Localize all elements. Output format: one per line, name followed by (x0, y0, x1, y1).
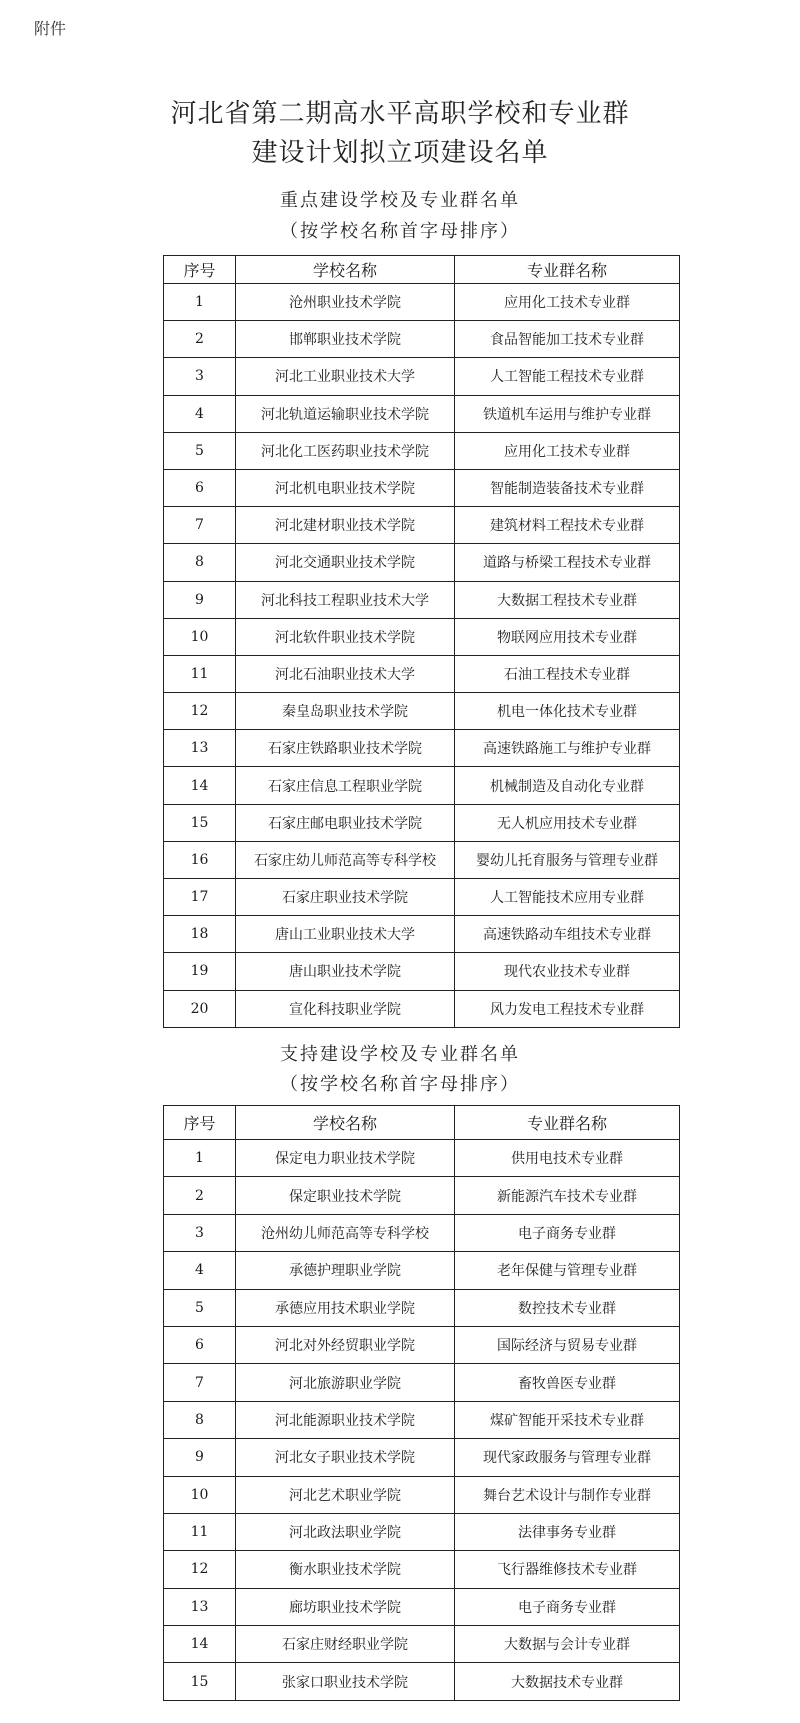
table-row (164, 395, 680, 432)
cell-index: 14 (164, 767, 236, 804)
table-row (164, 1252, 680, 1289)
cell-group-name: 应用化工技术专业群 (455, 432, 680, 469)
document-title-line1: 河北省第二期高水平高职学校和专业群 (170, 99, 630, 129)
cell-school-name: 河北政法职业学院 (236, 1513, 455, 1550)
cell-school-name: 河北能源职业技术学院 (236, 1401, 455, 1438)
column-header-index: 序号 (164, 256, 236, 284)
table-row (164, 432, 680, 469)
table-header-row (164, 256, 680, 284)
cell-index: 2 (164, 321, 236, 358)
cell-group-name: 大数据工程技术专业群 (455, 581, 680, 618)
cell-index: 13 (164, 730, 236, 767)
section2-heading: 支持建设学校及专业群名单 (280, 1044, 520, 1065)
cell-index: 1 (164, 284, 236, 321)
cell-school-name: 石家庄信息工程职业学院 (236, 767, 455, 804)
table-row (164, 655, 680, 692)
cell-index: 15 (164, 1663, 236, 1700)
cell-group-name: 现代家政服务与管理专业群 (455, 1439, 680, 1476)
table-row (164, 358, 680, 395)
cell-group-name: 电子商务专业群 (455, 1588, 680, 1625)
cell-school-name: 石家庄财经职业学院 (236, 1626, 455, 1663)
table-row (164, 916, 680, 953)
cell-index: 16 (164, 841, 236, 878)
table-row (164, 284, 680, 321)
cell-index: 12 (164, 1551, 236, 1588)
cell-index: 11 (164, 655, 236, 692)
cell-index: 6 (164, 1326, 236, 1363)
cell-index: 11 (164, 1513, 236, 1550)
cell-group-name: 石油工程技术专业群 (455, 655, 680, 692)
table-row (164, 544, 680, 581)
table-row (164, 581, 680, 618)
section1-subheading: （按学校名称首字母排序） (280, 221, 520, 242)
cell-school-name: 承德护理职业学院 (236, 1252, 455, 1289)
cell-index: 7 (164, 507, 236, 544)
section2-subheading: （按学校名称首字母排序） (280, 1074, 520, 1095)
cell-school-name: 河北对外经贸职业学院 (236, 1326, 455, 1363)
cell-index: 17 (164, 879, 236, 916)
cell-group-name: 供用电技术专业群 (455, 1140, 680, 1177)
table-row (164, 1663, 680, 1700)
document-title-line2: 建设计划拟立项建设名单 (251, 138, 549, 168)
table-row (164, 1626, 680, 1663)
cell-index: 3 (164, 1214, 236, 1251)
cell-school-name: 河北建材职业技术学院 (236, 507, 455, 544)
cell-group-name: 数控技术专业群 (455, 1289, 680, 1326)
column-header-index: 序号 (164, 1106, 236, 1140)
cell-index: 9 (164, 581, 236, 618)
cell-index: 7 (164, 1364, 236, 1401)
cell-school-name: 石家庄铁路职业技术学院 (236, 730, 455, 767)
cell-school-name: 石家庄职业技术学院 (236, 879, 455, 916)
cell-group-name: 大数据与会计专业群 (455, 1626, 680, 1663)
cell-group-name: 大数据技术专业群 (455, 1663, 680, 1700)
cell-school-name: 河北软件职业技术学院 (236, 618, 455, 655)
cell-school-name: 石家庄幼儿师范高等专科学校 (236, 841, 455, 878)
table-row (164, 767, 680, 804)
cell-group-name: 煤矿智能开采技术专业群 (455, 1401, 680, 1438)
cell-group-name: 婴幼儿托育服务与管理专业群 (455, 841, 680, 878)
cell-group-name: 飞行器维修技术专业群 (455, 1551, 680, 1588)
table-row (164, 1588, 680, 1625)
cell-group-name: 新能源汽车技术专业群 (455, 1177, 680, 1214)
cell-index: 8 (164, 1401, 236, 1438)
table-row (164, 1214, 680, 1251)
cell-school-name: 宣化科技职业学院 (236, 990, 455, 1027)
cell-index: 5 (164, 432, 236, 469)
cell-group-name: 风力发电工程技术专业群 (455, 990, 680, 1027)
cell-school-name: 河北科技工程职业技术大学 (236, 581, 455, 618)
table-header-row (164, 1106, 680, 1140)
table-row (164, 507, 680, 544)
cell-index: 2 (164, 1177, 236, 1214)
cell-school-name: 廊坊职业技术学院 (236, 1588, 455, 1625)
table-row (164, 841, 680, 878)
table-row (164, 469, 680, 506)
cell-index: 3 (164, 358, 236, 395)
cell-index: 14 (164, 1626, 236, 1663)
cell-group-name: 建筑材料工程技术专业群 (455, 507, 680, 544)
table-row (164, 321, 680, 358)
cell-group-name: 无人机应用技术专业群 (455, 804, 680, 841)
cell-school-name: 保定职业技术学院 (236, 1177, 455, 1214)
table-row (164, 953, 680, 990)
cell-index: 6 (164, 469, 236, 506)
cell-index: 5 (164, 1289, 236, 1326)
cell-school-name: 唐山工业职业技术大学 (236, 916, 455, 953)
cell-school-name: 唐山职业技术学院 (236, 953, 455, 990)
table-row (164, 730, 680, 767)
cell-index: 19 (164, 953, 236, 990)
cell-school-name: 河北工业职业技术大学 (236, 358, 455, 395)
cell-group-name: 人工智能技术应用专业群 (455, 879, 680, 916)
cell-group-name: 智能制造装备技术专业群 (455, 469, 680, 506)
table-row (164, 804, 680, 841)
cell-school-name: 秦皇岛职业技术学院 (236, 693, 455, 730)
cell-group-name: 铁道机车运用与维护专业群 (455, 395, 680, 432)
cell-group-name: 高速铁路动车组技术专业群 (455, 916, 680, 953)
cell-group-name: 机械制造及自动化专业群 (455, 767, 680, 804)
cell-group-name: 机电一体化技术专业群 (455, 693, 680, 730)
cell-group-name: 舞台艺术设计与制作专业群 (455, 1476, 680, 1513)
cell-index: 8 (164, 544, 236, 581)
column-header-school: 学校名称 (236, 256, 455, 284)
cell-group-name: 电子商务专业群 (455, 1214, 680, 1251)
key-schools-table (163, 255, 680, 1028)
cell-group-name: 现代农业技术专业群 (455, 953, 680, 990)
table-row (164, 693, 680, 730)
table-row (164, 1289, 680, 1326)
table-row (164, 618, 680, 655)
cell-school-name: 邯郸职业技术学院 (236, 321, 455, 358)
cell-group-name: 道路与桥梁工程技术专业群 (455, 544, 680, 581)
cell-school-name: 沧州幼儿师范高等专科学校 (236, 1214, 455, 1251)
cell-index: 9 (164, 1439, 236, 1476)
cell-group-name: 国际经济与贸易专业群 (455, 1326, 680, 1363)
cell-group-name: 畜牧兽医专业群 (455, 1364, 680, 1401)
cell-school-name: 河北旅游职业学院 (236, 1364, 455, 1401)
column-header-school: 学校名称 (236, 1106, 455, 1140)
cell-school-name: 承德应用技术职业学院 (236, 1289, 455, 1326)
cell-index: 4 (164, 1252, 236, 1289)
table-row (164, 990, 680, 1027)
cell-school-name: 河北女子职业技术学院 (236, 1439, 455, 1476)
cell-school-name: 河北机电职业技术学院 (236, 469, 455, 506)
cell-group-name: 应用化工技术专业群 (455, 284, 680, 321)
cell-school-name: 河北石油职业技术大学 (236, 655, 455, 692)
cell-group-name: 食品智能加工技术专业群 (455, 321, 680, 358)
column-header-group: 专业群名称 (455, 256, 680, 284)
cell-index: 12 (164, 693, 236, 730)
cell-school-name: 河北艺术职业学院 (236, 1476, 455, 1513)
cell-index: 15 (164, 804, 236, 841)
cell-school-name: 保定电力职业技术学院 (236, 1140, 455, 1177)
cell-school-name: 河北化工医药职业技术学院 (236, 432, 455, 469)
column-header-group: 专业群名称 (455, 1106, 680, 1140)
cell-school-name: 石家庄邮电职业技术学院 (236, 804, 455, 841)
cell-index: 1 (164, 1140, 236, 1177)
section1-heading: 重点建设学校及专业群名单 (280, 190, 520, 211)
cell-index: 20 (164, 990, 236, 1027)
cell-school-name: 张家口职业技术学院 (236, 1663, 455, 1700)
cell-group-name: 物联网应用技术专业群 (455, 618, 680, 655)
supported-schools-table (163, 1105, 680, 1701)
cell-group-name: 人工智能工程技术专业群 (455, 358, 680, 395)
cell-index: 4 (164, 395, 236, 432)
cell-index: 10 (164, 1476, 236, 1513)
cell-school-name: 衡水职业技术学院 (236, 1551, 455, 1588)
cell-index: 18 (164, 916, 236, 953)
cell-school-name: 沧州职业技术学院 (236, 284, 455, 321)
cell-index: 10 (164, 618, 236, 655)
table-row (164, 1551, 680, 1588)
cell-school-name: 河北轨道运输职业技术学院 (236, 395, 455, 432)
table-row (164, 1513, 680, 1550)
table-row (164, 1401, 680, 1438)
cell-school-name: 河北交通职业技术学院 (236, 544, 455, 581)
table-row (164, 1364, 680, 1401)
cell-group-name: 法律事务专业群 (455, 1513, 680, 1550)
table-row (164, 1326, 680, 1363)
cell-group-name: 老年保健与管理专业群 (455, 1252, 680, 1289)
table-row (164, 1177, 680, 1214)
attachment-label: 附件 (34, 19, 67, 38)
cell-index: 13 (164, 1588, 236, 1625)
table-row (164, 1140, 680, 1177)
table-row (164, 1476, 680, 1513)
cell-group-name: 高速铁路施工与维护专业群 (455, 730, 680, 767)
table-row (164, 1439, 680, 1476)
table-row (164, 879, 680, 916)
